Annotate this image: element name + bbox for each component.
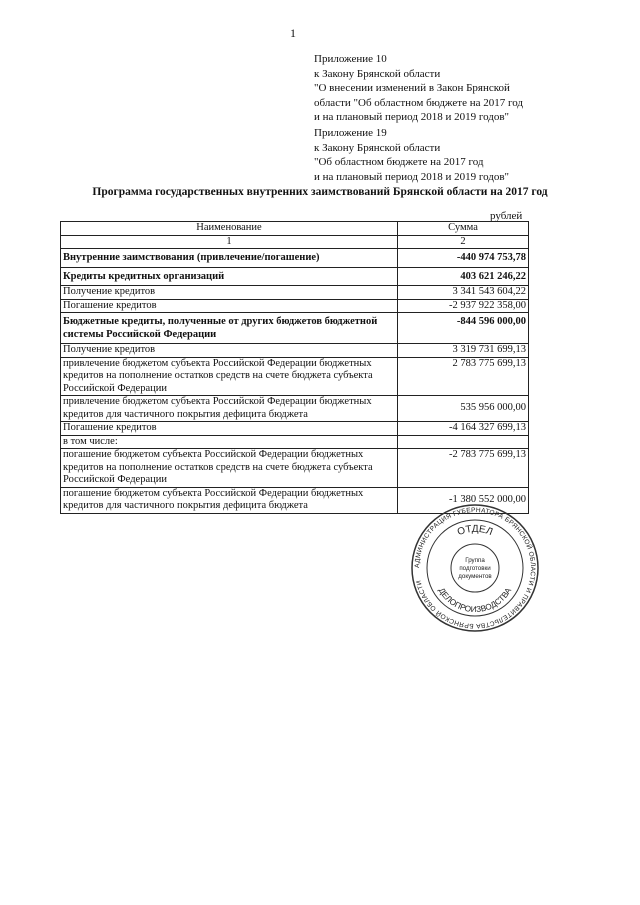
row-amount: -844 596 000,00: [398, 313, 529, 344]
row-amount: 403 621 246,22: [398, 267, 529, 286]
row-name: погашение бюджетом субъекта Российской Федерации бюджетных кредитов на пополнение остатков средств на счете бюджета субъекта Российской Федерации: [61, 449, 398, 488]
appendix-line: Приложение 10: [314, 53, 387, 65]
table-row: [61, 286, 529, 300]
row-amount: [398, 435, 529, 449]
stamp-center-line: подготовки: [459, 565, 491, 572]
table-row: [61, 249, 529, 268]
row-amount: -1 380 552 000,00: [398, 487, 529, 513]
appendix-line: к Закону Брянской области: [314, 141, 441, 154]
appendix-original-header: [314, 126, 509, 184]
stamp-inner-word: ДЕЛОПРОИЗВОДСТВА: [436, 586, 514, 615]
row-amount: -2 783 775 699,13: [398, 449, 529, 488]
department-stamp: [410, 503, 540, 633]
appendix-line: области "Об областном бюджете на 2017 год: [314, 96, 523, 109]
row-amount: -2 937 922 358,00: [398, 299, 529, 313]
table-row: [61, 422, 529, 436]
stamp-center-line: Группа: [465, 557, 485, 564]
page-number: 1: [290, 26, 296, 40]
row-name: Кредиты кредитных организаций: [61, 267, 398, 286]
borrowing-program-table: [60, 221, 529, 514]
row-amount: 535 956 000,00: [398, 396, 529, 422]
table-row: [61, 313, 529, 344]
units-label: рублей: [490, 210, 523, 222]
row-name: Погашение кредитов: [61, 422, 398, 436]
table-row: [61, 435, 529, 449]
document-title: Программа государственных внутренних заимствований Брянской области на 2017 год: [92, 186, 548, 198]
row-name: Погашение кредитов: [61, 299, 398, 313]
row-name: Получение кредитов: [61, 286, 398, 300]
row-amount: -4 164 327 699,13: [398, 422, 529, 436]
appendix-line: и на плановый период 2018 и 2019 годов": [314, 111, 510, 123]
table-header-row: [61, 222, 529, 236]
column-header-name: Наименование: [61, 222, 398, 236]
table-row: [61, 449, 529, 488]
table-row: [61, 344, 529, 358]
row-name: привлечение бюджетом субъекта Российской Федерации бюджетных кредитов на пополнение остатков средств на счете бюджета субъекта Российской Федерации: [61, 357, 398, 396]
table-row: [61, 267, 529, 286]
appendix-line: Приложение 19: [314, 127, 387, 139]
column-number-2: 2: [398, 235, 529, 249]
row-amount: 2 783 775 699,13: [398, 357, 529, 396]
row-amount: 3 341 543 604,22: [398, 286, 529, 300]
appendix-line: к Закону Брянской области: [314, 67, 441, 80]
appendix-line: "О внесении изменений в Закон Брянской: [314, 82, 510, 94]
appendix-current-header: [314, 52, 523, 125]
appendix-line: "Об областном бюджете на 2017 год: [314, 156, 484, 168]
stamp-outer-word: ОТДЕЛ: [455, 523, 495, 539]
row-name: Внутренние заимствования (привлечение/погашение): [61, 249, 398, 268]
row-name: погашение бюджетом субъекта Российской Федерации бюджетных кредитов для частичного покрытия дефицита бюджета: [61, 487, 398, 513]
column-number-1: 1: [61, 235, 398, 249]
row-name: привлечение бюджетом субъекта Российской Федерации бюджетных кредитов для частичного покрытия дефицита бюджета: [61, 396, 398, 422]
row-amount: 3 319 731 699,13: [398, 344, 529, 358]
table-row: [61, 357, 529, 396]
appendix-line: и на плановый период 2018 и 2019 годов": [314, 170, 510, 183]
row-name: в том числе:: [61, 435, 398, 449]
row-name: Получение кредитов: [61, 344, 398, 358]
table-row: [61, 396, 529, 422]
stamp-center-line: документов: [458, 573, 492, 580]
row-amount: -440 974 753,78: [398, 249, 529, 268]
table-row: [61, 299, 529, 313]
column-number-row: [61, 235, 529, 249]
stamp-ring-text: АДМИНИСТРАЦИЯ ГУБЕРНАТОРА БРЯНСКОЙ ОБЛАСТИ И ПРАВИТЕЛЬСТВА БРЯНСКОЙ ОБЛАСТИ: [413, 506, 537, 630]
row-name: Бюджетные кредиты, полученные от других бюджетов бюджетной системы Российской Федерации: [61, 313, 398, 344]
column-header-amount: Сумма: [398, 222, 529, 236]
